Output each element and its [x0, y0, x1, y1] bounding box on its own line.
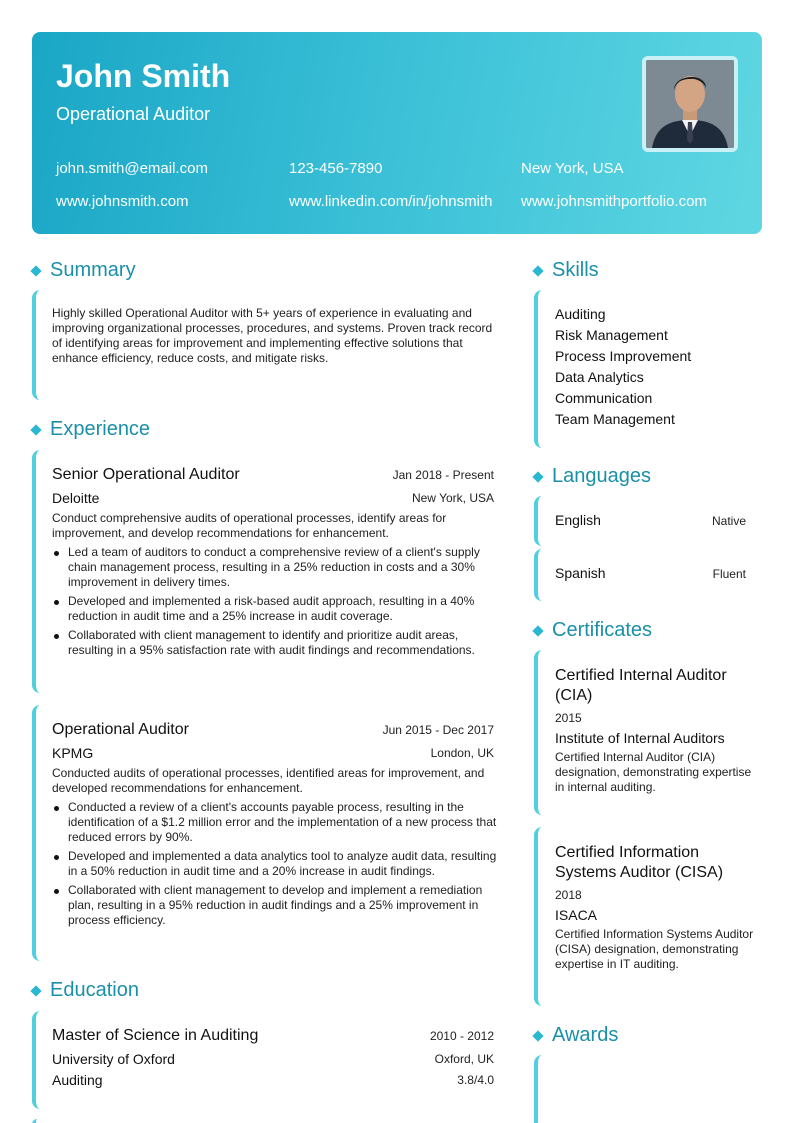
language-item [534, 549, 754, 601]
education-item [32, 1011, 498, 1109]
diamond-icon [30, 265, 41, 276]
certificate-issuer: Institute of Internal Auditors [555, 730, 725, 746]
skills-heading [532, 259, 599, 282]
summary-card [32, 290, 498, 400]
gpa: 3.8/4.0 [457, 1073, 494, 1087]
job-date: Jun 2015 - Dec 2017 [382, 723, 494, 737]
certificate-title: Certified Information Systems Auditor (CISA) [555, 844, 724, 881]
diamond-icon [532, 471, 543, 482]
portfolio-link[interactable]: www.johnsmithportfolio.com [521, 193, 707, 210]
certificate-description: Certified Internal Auditor (CIA) designation, demonstrating expertise in internal auditing. [555, 750, 752, 794]
person-portrait-icon [646, 60, 734, 148]
skills-card [534, 290, 754, 448]
summary-heading-label: Summary [50, 259, 136, 281]
summary-text: Highly skilled Operational Auditor with 5+ years of experience in evaluating and improving organizational processes, procedures, and systems. Proven track record of identifying areas for improvement and implementing effective solutions that enhance efficiency, reduce costs, and mitigate risks. [52, 306, 493, 365]
skill-item: Communication [555, 390, 653, 406]
degree: Master of Science in Auditing [52, 1027, 259, 1044]
job-description: Conduct comprehensive audits of operational processes, identify areas for improvement, and develop recommendations for enhancement. [52, 511, 447, 540]
job-company: Deloitte [52, 490, 100, 506]
languages-heading [532, 465, 651, 488]
field-of-study: Auditing [52, 1072, 103, 1088]
education-date: 2010 - 2012 [429, 1029, 494, 1043]
languages-heading-label: Languages [552, 465, 651, 487]
education-heading [30, 979, 139, 1002]
diamond-icon [532, 625, 543, 636]
achievement-item: Developed and implemented a data analytics tool to analyze audit data, resulting in a 50% reduction in audit time and a 20% increase in audit findings. [52, 849, 498, 879]
job-location: London, UK [430, 746, 494, 760]
certificates-heading-label: Certificates [552, 619, 653, 641]
experience-heading [30, 418, 150, 441]
achievement-item: Conducted a review of a client's accounts payable process, resulting in the identification of a $1.2 million error and the implementation of a new process that reduced errors by 90%. [52, 800, 498, 845]
skill-item: Auditing [555, 306, 606, 322]
certificate-item [534, 827, 754, 1006]
language-item [534, 496, 754, 546]
diamond-icon [532, 1030, 543, 1041]
location: New York, USA [521, 160, 624, 177]
skills-heading-label: Skills [552, 259, 599, 281]
diamond-icon [30, 985, 41, 996]
certificate-title: Certified Internal Auditor (CIA) [555, 667, 727, 704]
job-title: Senior Operational Auditor [52, 466, 240, 483]
school-location: Oxford, UK [434, 1052, 494, 1066]
awards-heading [532, 1024, 618, 1047]
language-level: Native [711, 514, 746, 528]
certificate-year: 2015 [555, 711, 582, 725]
skill-item: Team Management [555, 411, 675, 427]
next-section-card [32, 1119, 498, 1123]
summary-heading [30, 259, 136, 282]
certificate-description: Certified Information Systems Auditor (CISA) designation, demonstrating expertise in IT auditing. [555, 927, 754, 971]
certificate-year: 2018 [555, 888, 582, 902]
certificates-heading [532, 619, 652, 642]
experience-item [32, 450, 498, 693]
job-company: KPMG [52, 745, 94, 761]
diamond-icon [30, 424, 41, 435]
candidate-role: Operational Auditor [56, 104, 211, 124]
website-link[interactable]: www.johnsmith.com [56, 193, 189, 210]
job-title: Operational Auditor [52, 721, 189, 738]
language-level: Fluent [712, 567, 746, 581]
skill-item: Process Improvement [555, 348, 692, 364]
language-name: English [555, 512, 601, 528]
achievement-item: Developed and implemented a risk-based audit approach, resulting in a 40% reduction in audit time and a 25% increase in audit coverage. [52, 594, 498, 624]
diamond-icon [532, 265, 543, 276]
resume-header [32, 32, 762, 234]
job-date: Jan 2018 - Present [392, 468, 494, 482]
achievement-item: Collaborated with client management to develop and implement a remediation plan, resulting in a 95% reduction in audit findings and a 25% improvement in process efficiency. [52, 883, 498, 928]
certificate-item [534, 650, 754, 815]
skill-item: Risk Management [555, 327, 668, 343]
job-achievements [52, 545, 498, 662]
achievement-item: Collaborated with client management to identify and prioritize audit areas, resulting in a 95% satisfaction rate with audit findings and recommendations. [52, 628, 498, 658]
awards-card [534, 1055, 754, 1123]
language-name: Spanish [555, 565, 606, 581]
education-heading-label: Education [50, 979, 139, 1001]
job-location: New York, USA [411, 491, 494, 505]
awards-heading-label: Awards [552, 1024, 619, 1046]
experience-heading-label: Experience [50, 418, 151, 440]
certificate-issuer: ISACA [555, 907, 598, 923]
job-achievements [52, 800, 498, 932]
linkedin-link[interactable]: www.linkedin.com/in/johnsmith [289, 193, 493, 210]
school: University of Oxford [52, 1051, 175, 1067]
profile-photo [642, 56, 738, 152]
phone[interactable]: 123-456-7890 [289, 160, 383, 177]
candidate-name: John Smith [56, 58, 231, 94]
job-description: Conducted audits of operational processes, identified areas for improvement, and developed recommendations for enhancement. [52, 766, 485, 795]
skill-item: Data Analytics [555, 369, 644, 385]
experience-item [32, 705, 498, 961]
achievement-item: Led a team of auditors to conduct a comprehensive review of a client's supply chain management process, resulting in a 25% reduction in costs and a 30% improvement in delivery times. [52, 545, 498, 590]
email[interactable]: john.smith@email.com [56, 160, 208, 177]
